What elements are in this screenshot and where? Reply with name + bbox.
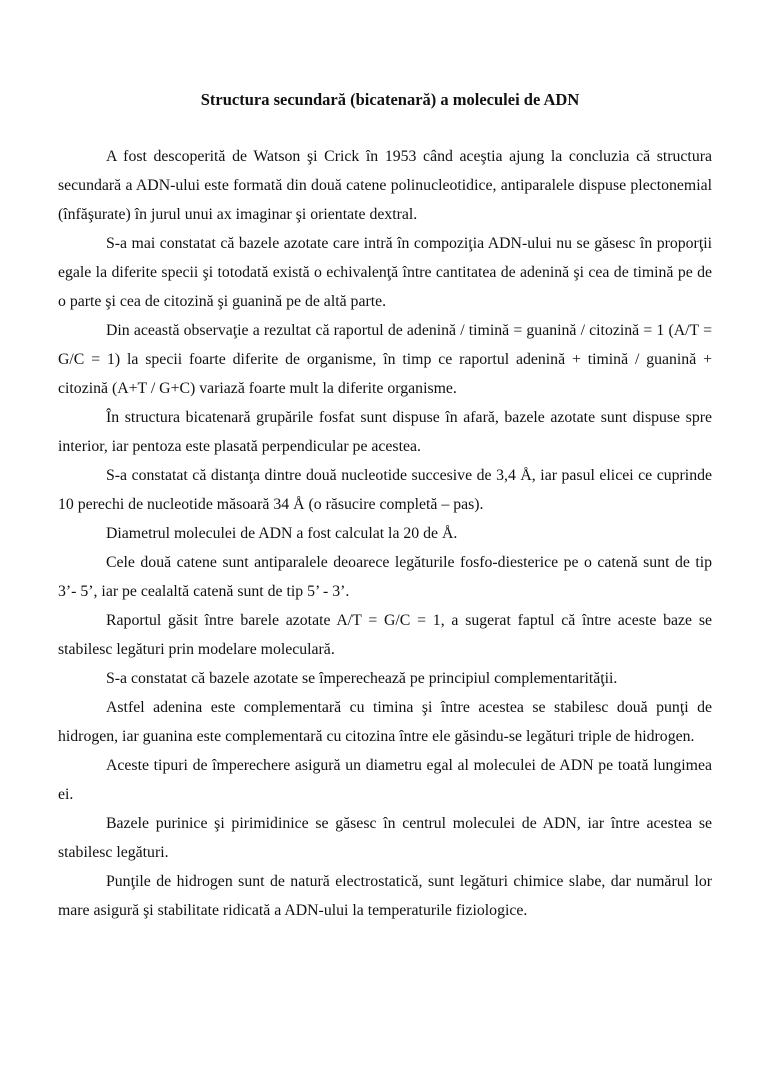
paragraph-diameter: Diametrul moleculei de ADN a fost calculat la 20 de Å. [106,525,458,542]
paragraph-purine-pyrimidine: Bazele purinice şi pirimidinice se găsesc în centrul moleculei de ADN, iar între acestea se stabilesc legături. [58,815,712,861]
paragraph-molecular-modeling: Raportul găsit între barele azotate A/T = G/C = 1, a sugerat faptul că între aceste baze se stabilesc legături prin modelare moleculară. [58,612,712,658]
paragraph-hydrogen-bridges: Astfel adenina este complementară cu timina şi între acestea se stabilesc două punţi de hidrogen, iar guanina este complementară cu citozina între ele găsindu-se legături triple de hidrogen. [58,699,712,745]
paragraph-electrostatic-bonds: Punţile de hidrogen sunt de natură electrostatică, sunt legături chimice slabe, dar numărul lor mare asigură şi stabilitate ridicată a ADN-ului la temperaturile fiziologice. [58,873,712,919]
paragraph-base-proportions: S-a mai constatat că bazele azotate care intră în compoziţia ADN-ului nu se găsesc în proporţii egale la diferite specii şi totodată există o echivalenţă între cantitatea de adenină şi cea de timină pe de o parte şi cea de citozină şi guanină pe de altă parte. [58,235,712,310]
paragraph-watson-crick: A fost descoperită de Watson şi Crick în 1953 când aceştia ajung la concluzia că structura secundară a ADN-ului este formată din două catene polinucleotidice, antiparalele dispuse plectonemial (înfăşurate) în jurul unui ax imaginar şi orientate dextral. [58,148,712,223]
paragraph-complementarity: S-a constatat că bazele azotate se împerechează pe principiul complementarităţii. [106,670,618,687]
page-title: Structura secundară (bicatenară) a moleculei de ADN [200,90,580,109]
paragraph-phosphate-groups: În structura bicatenară grupările fosfat sunt dispuse în afară, bazele azotate sunt dispuse spre interior, iar pentoza este plasată perpendicular pe acestea. [58,409,712,455]
paragraph-nucleotide-distance: S-a constatat că distanţa dintre două nucleotide succesive de 3,4 Å, iar pasul elicei ce cuprinde 10 perechi de nucleotide măsoară 34 Å (o răsucire completă – pas). [58,467,712,513]
document-page [58,88,712,925]
paragraph-equal-diameter: Aceste tipuri de împerechere asigură un diametru egal al moleculei de ADN pe toată lungimea ei. [58,757,712,803]
paragraph-base-ratio: Din această observaţie a rezultat că raportul de adenină / timină = guanină / citozină = 1 (A/T = G/C = 1) la specii foarte diferite de organisme, în timp ce raportul adenină + timină / guanină + citozină (A+T / G+C) variază foarte mult la diferite organisme. [58,322,712,397]
paragraph-antiparallel-chains: Cele două catene sunt antiparalele deoarece legăturile fosfo-diesterice pe o catenă sunt de tip 3’- 5’, iar pe cealaltă catenă sunt de tip 5’ - 3’. [58,554,712,600]
